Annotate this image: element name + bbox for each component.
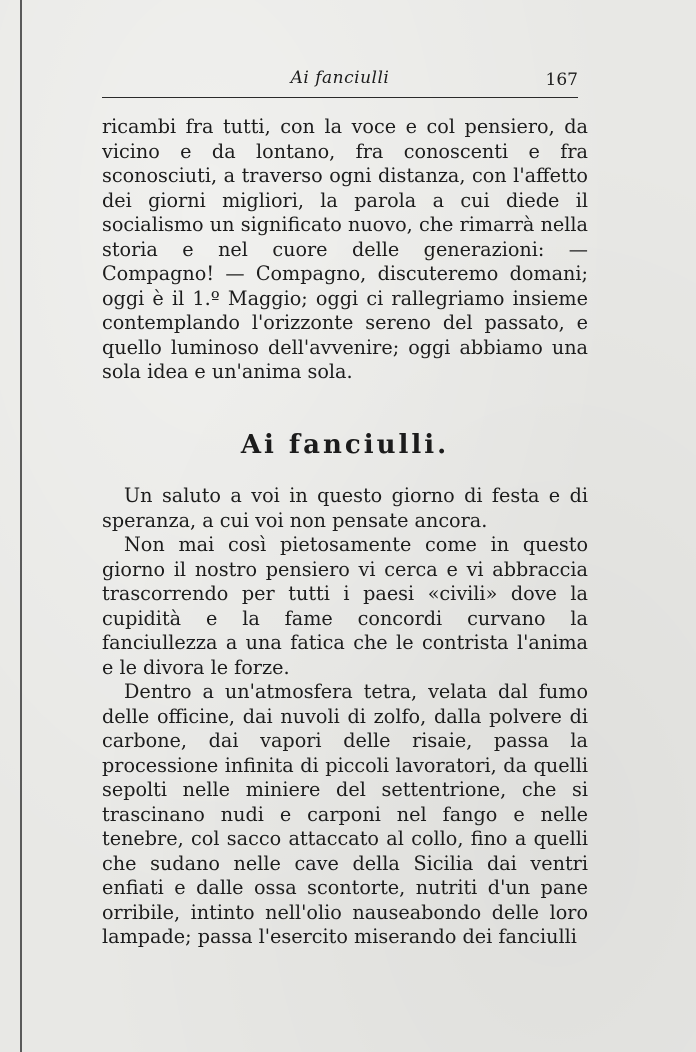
paragraph-2: Non mai così pietosamente come in questo giorno il nostro pensiero vi cerca e vi abbraccia trascorrendo per tutti i paesi «civili» dove la cupidità e la fame concordi curvano la fanciullezza a una fatica che le contrista l'anima e le divora le forze. <box>102 533 588 679</box>
paragraph-1: Un saluto a voi in questo giorno di festa e di speranza, a cui voi non pensate ancora. <box>102 484 588 532</box>
continued-paragraph: ricambi fra tutti, con la voce e col pensiero, da vicino e da lontano, fra conoscenti e fra sconosciuti, a traverso ogni distanza, con l'affetto dei giorni migliori, la parola a cui diede il socialismo un significato nuovo, che rimarrà nella storia e nel cuore delle generazioni: — Compagno! — Compagno, discuteremo domani; oggi è il 1.º Maggio; oggi ci rallegriamo insieme contemplando l'orizzonte sereno del passato, e quello luminoso dell'avvenire; oggi abbiamo una sola idea e un'anima sola. <box>102 115 588 383</box>
header-rule <box>102 97 578 98</box>
running-title: Ai fanciulli <box>290 68 390 88</box>
page-header <box>102 64 578 94</box>
binding-edge-line <box>20 0 22 1052</box>
paragraph-3: Dentro a un'atmosfera tetra, velata dal fumo delle officine, dai nuvoli di zolfo, dalla polvere di carbone, dai vapori delle risaie, passa la processione infinita di piccoli lavoratori, da quelli sepolti nelle miniere del settentrione, che si trascinano nudi e carponi nel fango e nelle tenebre, col sacco attaccato al collo, fino a quelli che sudano nelle cave della Sicilia dai ventri enfiati e dalle ossa scontorte, nutriti d'un pane orribile, intinto nell'olio nauseabondo delle loro lampade; passa l'esercito miserando dei fanciulli <box>102 680 588 948</box>
page-number: 167 <box>545 70 578 90</box>
section-body <box>102 484 588 950</box>
section-title: Ai fanciulli. <box>240 430 450 460</box>
continued-text-block <box>102 115 588 385</box>
